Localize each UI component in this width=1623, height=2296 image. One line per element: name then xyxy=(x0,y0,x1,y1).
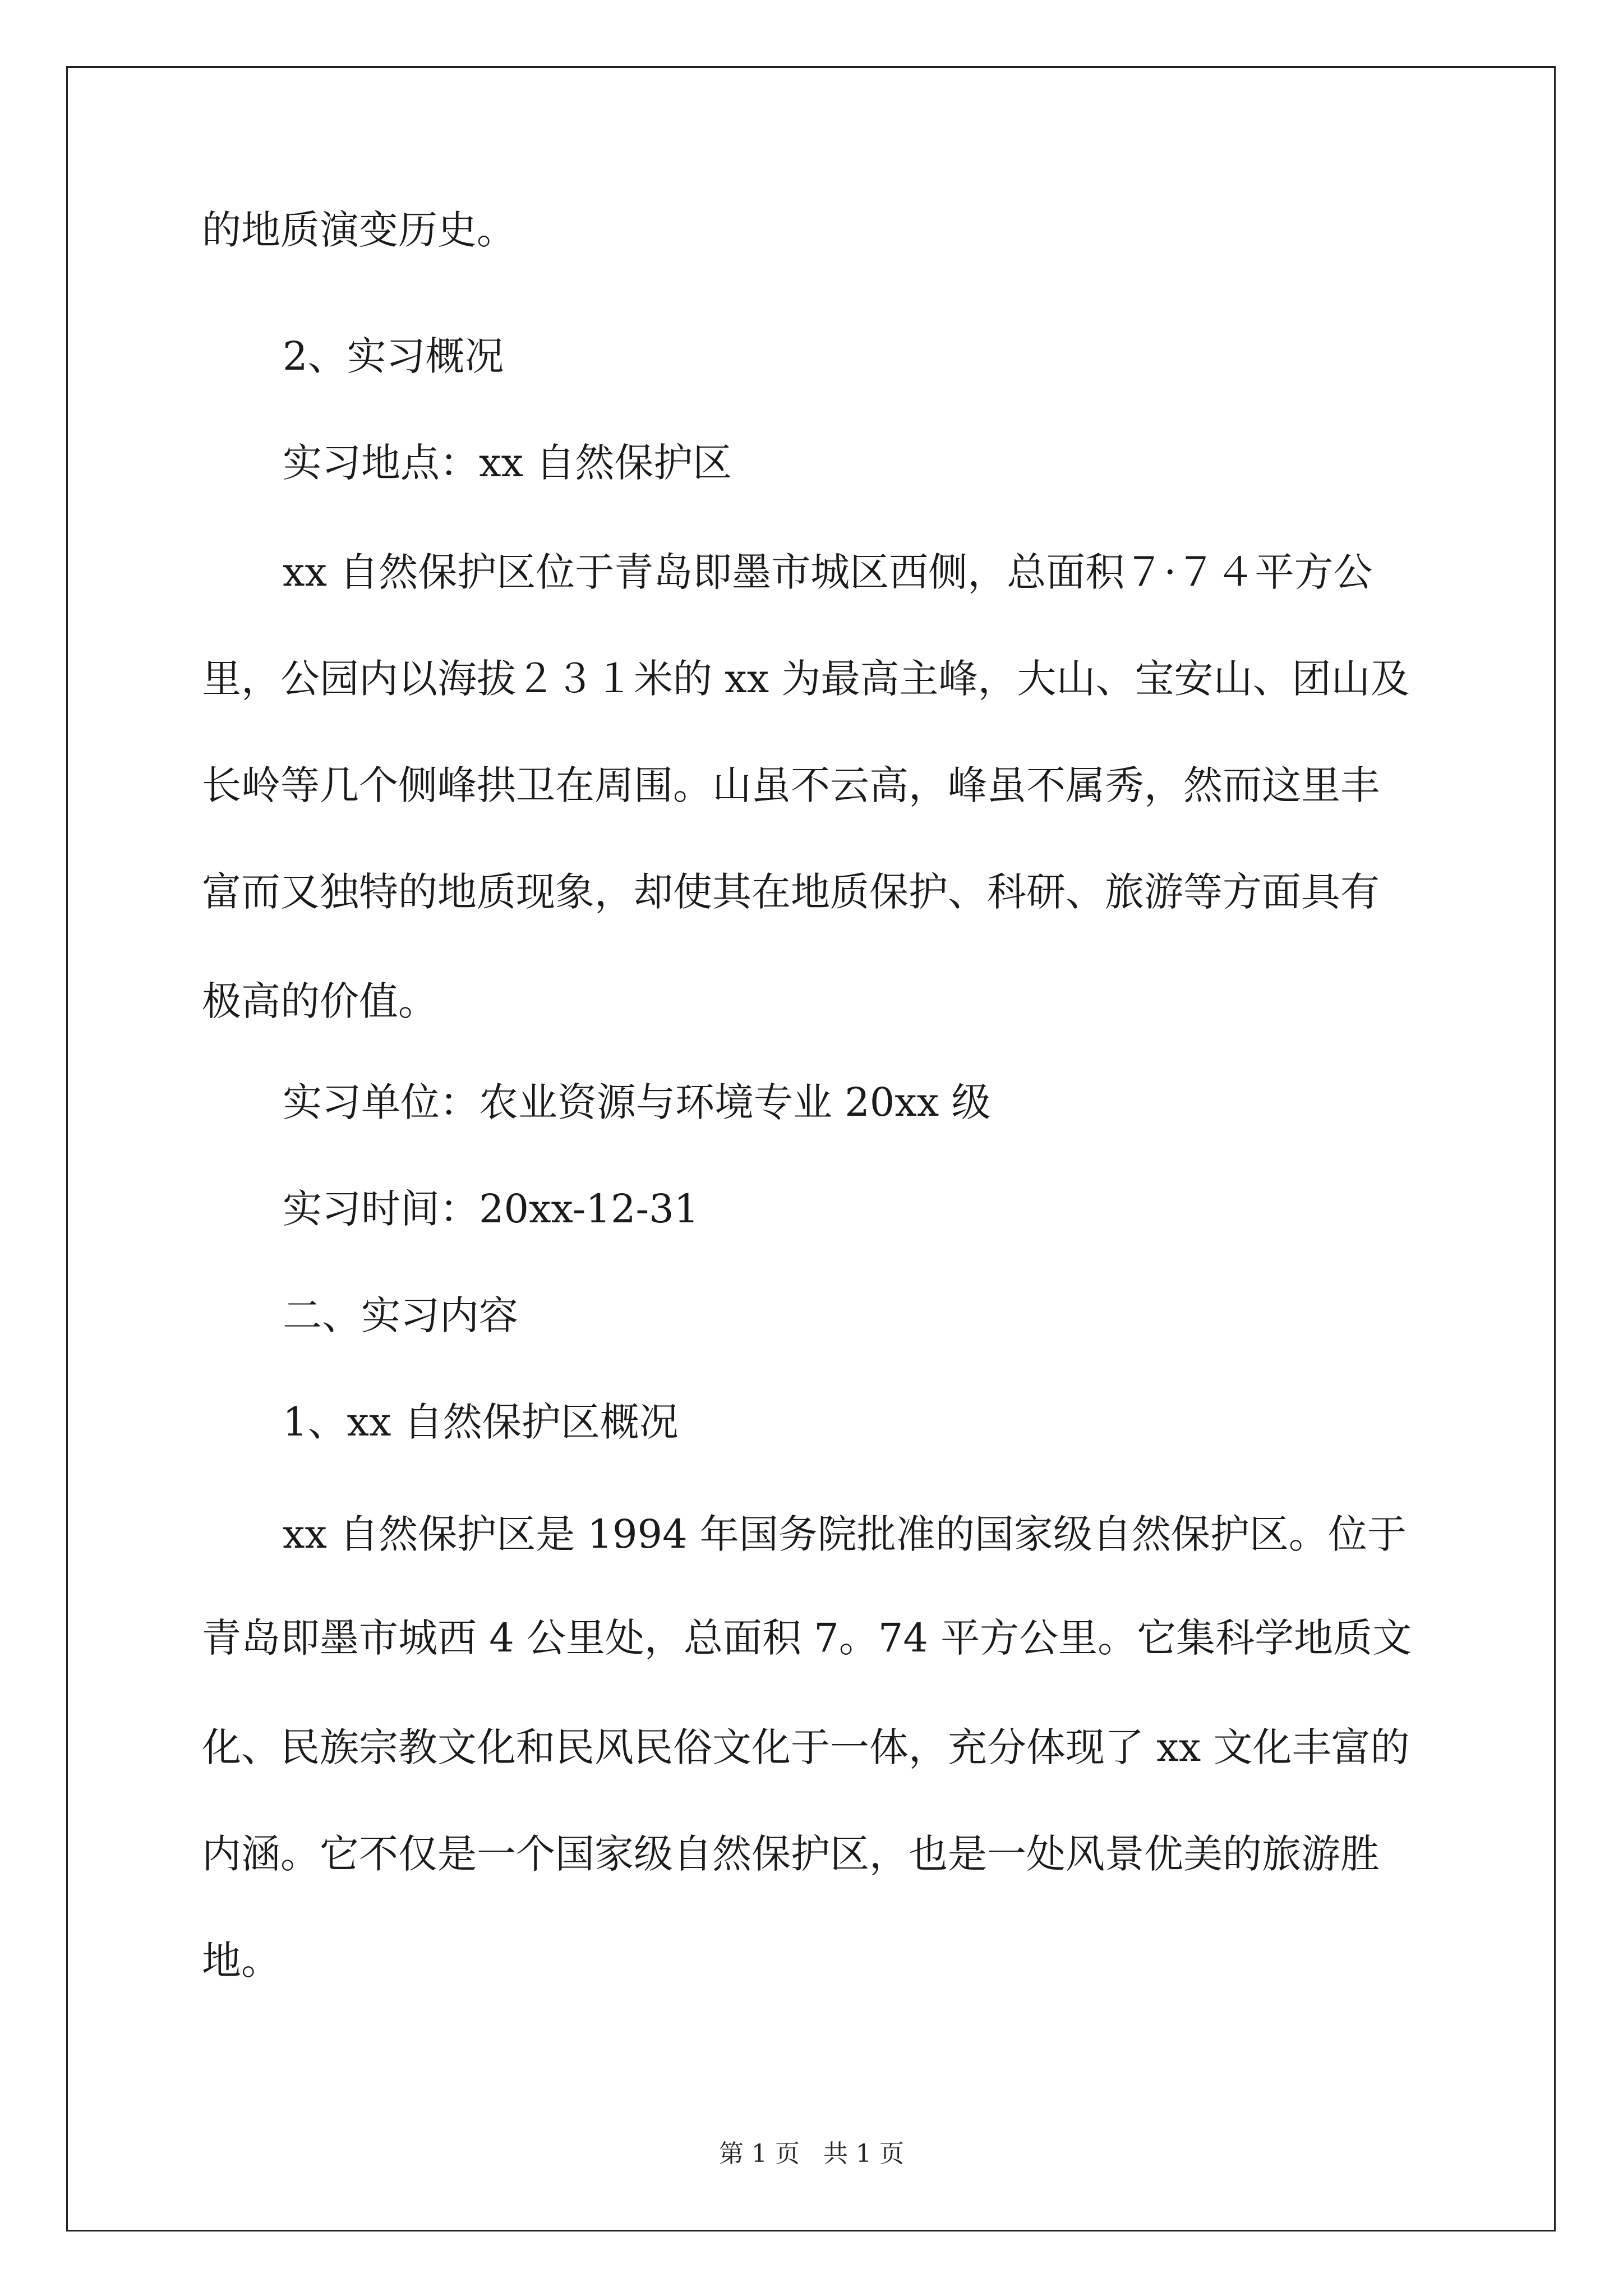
paragraph-line: 化、民族宗教文化和民风民俗文化于一体，充分体现了 xx 文化丰富的 xyxy=(202,1724,1410,1770)
paragraph-line: 内涵。它不仅是一个国家级自然保护区，也是一处风景优美的旅游胜 xyxy=(202,1831,1380,1877)
section-heading: 2、实习概况 xyxy=(283,333,504,379)
paragraph-line: xx 自然保护区是 1994 年国务院批准的国家级自然保护区。位于 xyxy=(283,1511,1407,1557)
page-border xyxy=(66,66,1556,2231)
section-heading: 二、实习内容 xyxy=(283,1292,518,1338)
paragraph-line: 里，公园内以海拔２３１米的 xx 为最高主峰，大山、宝安山、团山及 xyxy=(202,656,1410,702)
paragraph-line: 实习时间：20xx-12-31 xyxy=(283,1186,699,1232)
page-number-footer: 第 1 页 共 1 页 xyxy=(719,2139,904,2168)
paragraph-line: 富而又独特的地质现象，却使其在地质保护、科研、旅游等方面具有 xyxy=(202,869,1380,915)
paragraph-line: 的地质演变历史。 xyxy=(202,207,516,253)
paragraph-line: 实习地点：xx 自然保护区 xyxy=(283,440,732,486)
paragraph-line: 地。 xyxy=(202,1938,280,1984)
paragraph-line: 实习单位：农业资源与环境专业 20xx 级 xyxy=(283,1079,991,1125)
paragraph-line: 长岭等几个侧峰拱卫在周围。山虽不云高，峰虽不属秀，然而这里丰 xyxy=(202,762,1380,808)
section-heading: 1、xx 自然保护区概况 xyxy=(283,1399,679,1445)
paragraph-line: xx 自然保护区位于青岛即墨市城区西侧，总面积７·７４平方公 xyxy=(283,549,1373,595)
paragraph-line: 极高的价值。 xyxy=(202,978,437,1024)
paragraph-line: 青岛即墨市城西 4 公里处，总面积 7。74 平方公里。它集科学地质文 xyxy=(202,1615,1412,1661)
